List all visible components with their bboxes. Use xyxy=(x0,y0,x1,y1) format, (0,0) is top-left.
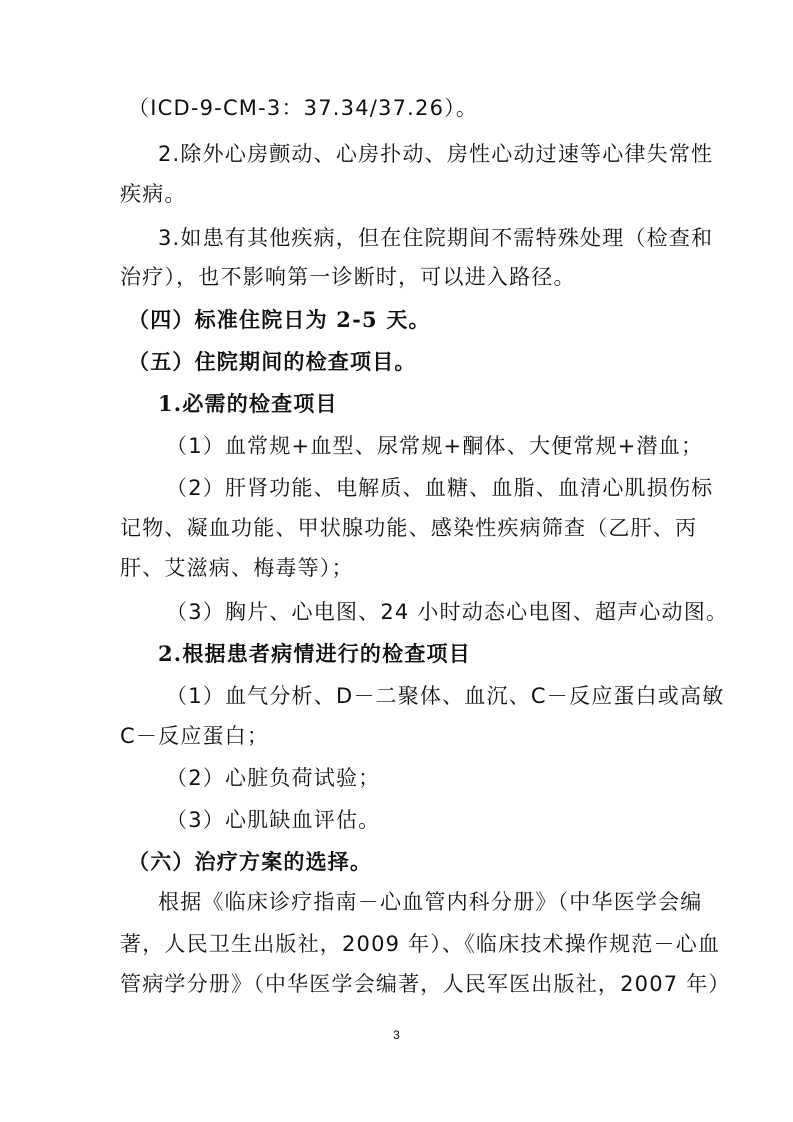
text-line-20: 根据《临床诊疗指南－心血管内科分册》（中华医学会编 xyxy=(158,890,703,914)
text-line-3: 疾病。 xyxy=(120,182,187,206)
text-line-18: （3）心肌缺血评估。 xyxy=(166,808,381,832)
text-line-2: 2.除外心房颤动、心房扑动、房性心动过速等心律失常性 xyxy=(158,142,714,166)
subheading-conditional-tests: 2.根据患者病情进行的检查项目 xyxy=(158,641,471,666)
page-number: 3 xyxy=(393,1028,400,1042)
text-line-1: （ICD-9-CM-3：37.34/37.26）。 xyxy=(128,96,479,120)
text-line-21: 著，人民卫生出版社，2009 年）、《临床技术操作规范－心血 xyxy=(120,932,721,956)
section-heading-6: （六）治疗方案的选择。 xyxy=(128,849,373,874)
section-heading-5: （五）住院期间的检查项目。 xyxy=(128,349,417,374)
text-line-13: （3）胸片、心电图、24 小时动态心电图、超声心动图。 xyxy=(166,600,729,624)
text-line-22: 管病学分册》（中华医学会编著，人民军医出版社，2007 年） xyxy=(120,972,731,996)
text-line-12: 肝、艾滋病、梅毒等）； xyxy=(120,556,354,580)
text-line-15: （1）血气分析、D－二聚体、血沉、C－反应蛋白或高敏 xyxy=(166,684,725,708)
text-line-9: （1）血常规+血型、尿常规+酮体、大便常规+潜血； xyxy=(166,434,704,458)
text-line-16: C－反应蛋白； xyxy=(120,724,270,748)
subheading-required-tests: 1.必需的检查项目 xyxy=(158,391,338,416)
text-line-10: （2）肝肾功能、电解质、血糖、血脂、血清心肌损伤标 xyxy=(166,476,714,500)
text-line-11: 记物、凝血功能、甲状腺功能、感染性疾病筛查（乙肝、丙 xyxy=(120,516,698,540)
text-line-4: 3.如患有其他疾病，但在住院期间不需特殊处理（检查和 xyxy=(158,226,714,250)
text-line-17: （2）心脏负荷试验； xyxy=(166,766,381,790)
text-line-5: 治疗），也不影响第一诊断时，可以进入路径。 xyxy=(120,265,576,289)
section-heading-4: （四）标准住院日为 2-5 天。 xyxy=(128,307,431,332)
